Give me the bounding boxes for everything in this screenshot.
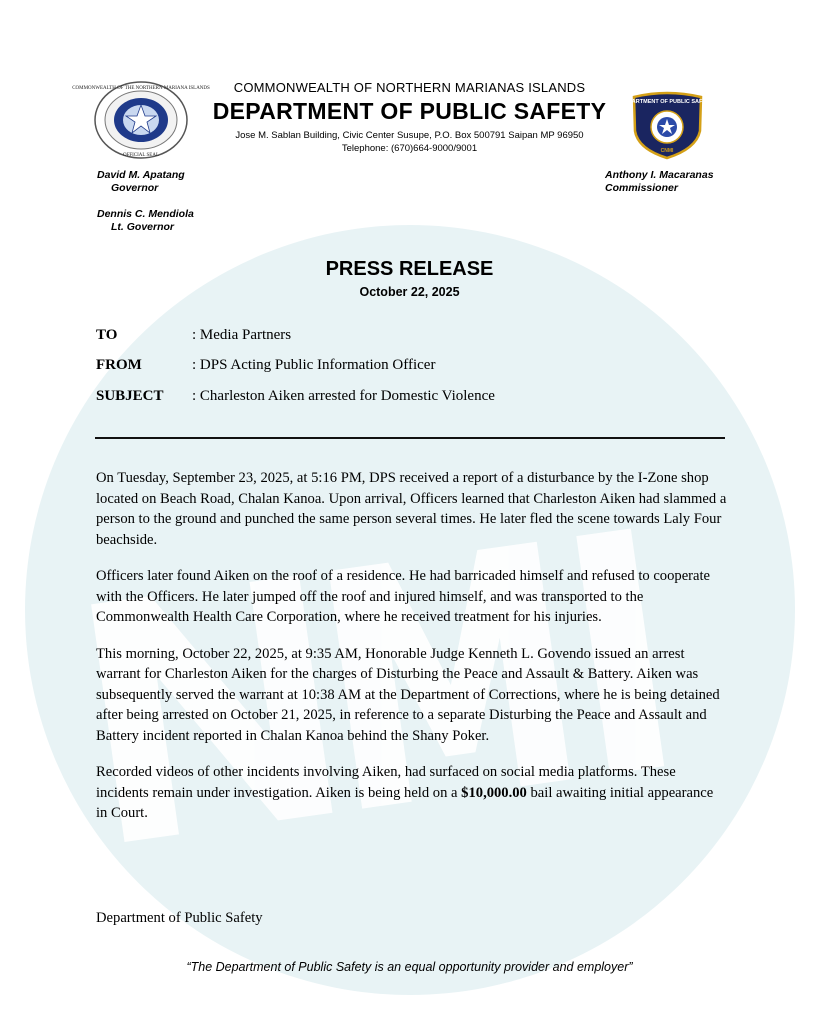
seal-text-bottom: OFFICIAL SEAL (122, 153, 160, 158)
governor-name: David M. Apatang (97, 169, 185, 181)
badge-text-bottom: CNMI (660, 148, 674, 154)
bail-amount: $10,000.00 (461, 784, 527, 801)
department-heading: DEPARTMENT OF PUBLIC SAFETY (212, 98, 607, 124)
memo-from-label: FROM (96, 357, 142, 373)
paragraph-3: This morning, October 22, 2025, at 9:35 AM, Honorable Judge Kenneth L. Govendo issued an arrest warrant for Charleston Aiken for the charges of Disturbing the Peace and Assault & Battery. Aiken was subsequently served the warrant at 10:38 AM at the Department of Corrections, where he is being detained after being arrested on October 21, 2025, in reference to a separate Disturbing the Peace and Assault and Battery incident reported in Chalan Kanoa behind the Shany Poker. (96, 645, 720, 744)
badge-text-top: DEPARTMENT OF PUBLIC SAFETY (620, 99, 714, 105)
paragraph-4 (96, 762, 728, 824)
memo-subject-value: : Charleston Aiken arrested for Domestic Violence (192, 388, 495, 404)
equal-opportunity-statement: “The Department of Public Safety is an equal opportunity provider and employer” (186, 960, 633, 974)
lt-governor-title: Lt. Governor (111, 220, 175, 233)
seal-text-top: COMMONWEALTH OF THE NORTHERN MARIANA ISLANDS (72, 86, 210, 91)
commonwealth-heading: COMMONWEALTH OF NORTHERN MARIANAS ISLANDS (233, 80, 586, 95)
commissioner-name: Anthony I. Macaranas (605, 169, 714, 181)
signoff: Department of Public Safety (96, 910, 263, 926)
memo-subject (96, 388, 495, 405)
department-telephone: Telephone: (670)664-9000/9001 (341, 143, 478, 154)
memo-from-value: : DPS Acting Public Information Officer (192, 357, 436, 373)
paragraph-1: On Tuesday, September 23, 2025, at 5:16 PM, DPS received a report of a disturbance by the I-Zone shop located on Beach Road, Chalan Kanoa. Upon arrival, Officers learned that Charleston Aiken had slammed a person to the ground and punched the same person several times. He later fled the scene towards Laly Four beachside. (96, 470, 727, 548)
paragraph-4-text: Recorded videos of other incidents involving Aiken, had surfaced on social media platforms. These incidents remain under investigation. Aiken is being held on a (96, 764, 676, 801)
paragraph-4-end: bail awaiting initial appearance in Court. (96, 784, 714, 821)
header-divider (95, 437, 725, 439)
memo-from (96, 357, 435, 374)
memo-to (96, 327, 291, 344)
lt-governor-name: Dennis C. Mendiola (97, 208, 194, 220)
release-body (96, 468, 728, 840)
paragraph-2: Officers later found Aiken on the roof of a residence. He had barricaded himself and refused to cooperate with the Officers. He later jumped off the roof and injured himself, and was transported to the Commonwealth Health Care Corporation, where he received treatment for his injuries. (96, 568, 711, 625)
memo-to-label: TO (96, 327, 118, 343)
memo-subject-label: SUBJECT (96, 388, 164, 404)
governor-block (97, 169, 185, 194)
governor-title: Governor (111, 181, 159, 194)
commissioner-title: Commissioner (605, 181, 678, 194)
press-release-date: October 22, 2025 (359, 285, 460, 299)
department-address: Jose M. Sablan Building, Civic Center Susupe, P.O. Box 500791 Saipan MP 96950 (235, 130, 584, 141)
commissioner-block (605, 169, 714, 194)
press-release-title: PRESS RELEASE (325, 258, 494, 280)
lt-governor-block (97, 208, 194, 233)
memo-to-value: : Media Partners (192, 327, 292, 343)
